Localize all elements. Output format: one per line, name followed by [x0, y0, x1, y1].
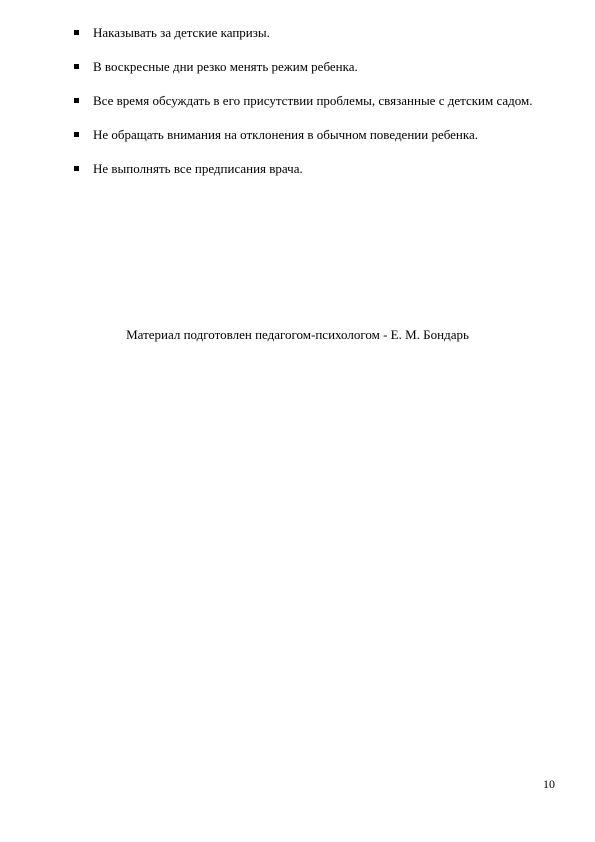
square-bullet-icon — [74, 132, 79, 137]
square-bullet-icon — [74, 166, 79, 171]
list-item — [74, 152, 554, 186]
list-item-text: В воскресные дни резко менять режим ребенка. — [93, 59, 358, 74]
square-bullet-icon — [74, 98, 79, 103]
square-bullet-icon — [74, 64, 79, 69]
list-item — [74, 118, 554, 152]
square-bullet-icon — [74, 30, 79, 35]
author-credit: Материал подготовлен педагогом-психологом - Е. М. Бондарь — [126, 327, 469, 342]
page-number: 10 — [543, 777, 555, 791]
list-item — [74, 50, 554, 84]
recommendation-list — [74, 16, 554, 186]
list-item-text: Все время обсуждать в его присутствии проблемы, связанные с детским садом. — [93, 93, 533, 108]
list-item — [74, 16, 554, 50]
list-item-text: Наказывать за детские капризы. — [93, 25, 270, 40]
list-item — [74, 84, 554, 118]
list-item-text: Не обращать внимания на отклонения в обычном поведении ребенка. — [93, 127, 479, 142]
list-item-text: Не выполнять все предписания врача. — [93, 161, 303, 176]
